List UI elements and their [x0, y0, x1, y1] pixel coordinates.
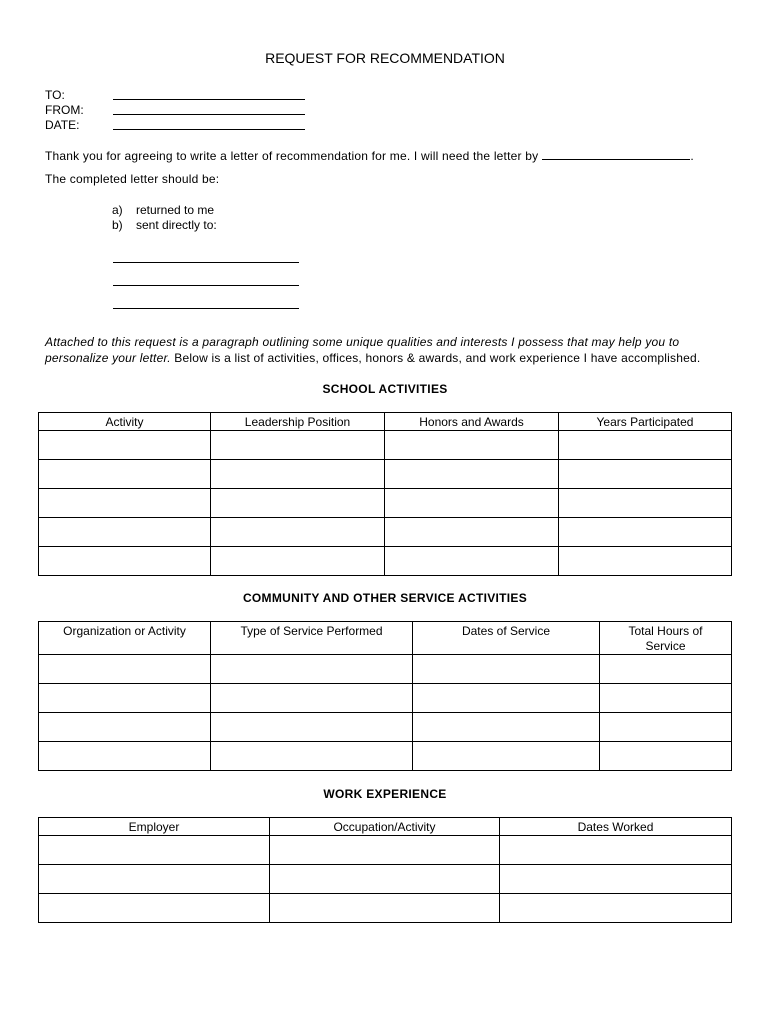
intro-text: Thank you for agreeing to write a letter of recommendation for me. I will need the letter by	[45, 149, 539, 163]
school-cell[interactable]	[211, 547, 385, 576]
community-body	[39, 655, 732, 771]
school-cell[interactable]	[211, 460, 385, 489]
to-blank-line[interactable]	[113, 99, 305, 100]
from-blank-line[interactable]	[113, 114, 305, 115]
option-a-text: returned to me	[136, 203, 215, 217]
school-cell[interactable]	[39, 518, 211, 547]
school-cell[interactable]	[39, 460, 211, 489]
community-header-row	[39, 622, 732, 655]
school-cell[interactable]	[559, 431, 732, 460]
attached-line-2	[45, 351, 700, 365]
deadline-blank-line[interactable]	[542, 158, 690, 160]
community-cell[interactable]	[413, 742, 600, 771]
work-cell[interactable]	[39, 836, 270, 865]
community-cell[interactable]	[413, 713, 600, 742]
page-title: REQUEST FOR RECOMMENDATION	[265, 50, 505, 66]
date-blank-line[interactable]	[113, 129, 305, 130]
school-cell[interactable]	[211, 431, 385, 460]
from-label: FROM:	[45, 103, 84, 117]
school-body	[39, 431, 732, 576]
community-row	[39, 655, 732, 684]
school-activities-title: SCHOOL ACTIVITIES	[322, 382, 448, 396]
work-cell[interactable]	[500, 865, 732, 894]
intro-period: .	[690, 149, 694, 163]
school-cell[interactable]	[39, 489, 211, 518]
community-activities-table	[38, 621, 732, 771]
intro-line-1	[45, 149, 694, 163]
community-activities-title: COMMUNITY AND OTHER SERVICE ACTIVITIES	[242, 591, 528, 605]
school-row	[39, 489, 732, 518]
intro-line-2: The completed letter should be:	[45, 172, 220, 186]
attached-italic-part: personalize your letter.	[45, 351, 171, 365]
community-cell[interactable]	[600, 655, 732, 684]
address-line-2[interactable]	[113, 285, 299, 286]
community-col-type: Type of Service Performed	[211, 622, 413, 655]
community-cell[interactable]	[211, 655, 413, 684]
work-cell[interactable]	[39, 865, 270, 894]
community-cell[interactable]	[211, 684, 413, 713]
community-cell[interactable]	[39, 713, 211, 742]
school-row	[39, 431, 732, 460]
work-cell[interactable]	[270, 836, 500, 865]
school-cell[interactable]	[385, 518, 559, 547]
work-experience-title: WORK EXPERIENCE	[323, 787, 447, 801]
school-cell[interactable]	[559, 518, 732, 547]
work-experience-table	[38, 817, 732, 923]
work-header-row	[39, 818, 732, 836]
school-col-honors: Honors and Awards	[385, 413, 559, 431]
community-cell[interactable]	[211, 742, 413, 771]
work-body	[39, 836, 732, 923]
work-col-employer: Employer	[39, 818, 270, 836]
to-label: TO:	[45, 88, 65, 102]
school-cell[interactable]	[211, 518, 385, 547]
school-cell[interactable]	[559, 460, 732, 489]
work-col-occupation: Occupation/Activity	[270, 818, 500, 836]
community-cell[interactable]	[211, 713, 413, 742]
work-cell[interactable]	[270, 894, 500, 923]
option-returned	[112, 203, 214, 217]
school-cell[interactable]	[385, 489, 559, 518]
school-cell[interactable]	[385, 547, 559, 576]
community-cell[interactable]	[600, 742, 732, 771]
address-line-3[interactable]	[113, 308, 299, 309]
community-cell[interactable]	[39, 742, 211, 771]
option-b-text: sent directly to:	[136, 218, 217, 232]
community-col-dates: Dates of Service	[413, 622, 600, 655]
school-row	[39, 547, 732, 576]
school-activities-table	[38, 412, 732, 576]
school-cell[interactable]	[385, 460, 559, 489]
community-row	[39, 713, 732, 742]
school-cell[interactable]	[39, 431, 211, 460]
community-col-hours: Total Hours of Service	[600, 622, 732, 655]
option-a-marker: a)	[112, 203, 123, 217]
date-label: DATE:	[45, 118, 80, 132]
school-cell[interactable]	[385, 431, 559, 460]
attached-rest-part: Below is a list of activities, offices, honors & awards, and work experience I have accomplished.	[170, 351, 701, 365]
community-col-organization: Organization or Activity	[39, 622, 211, 655]
option-sent	[112, 218, 217, 232]
community-cell[interactable]	[413, 684, 600, 713]
work-col-dates: Dates Worked	[500, 818, 732, 836]
work-row	[39, 836, 732, 865]
school-cell[interactable]	[39, 547, 211, 576]
address-line-1[interactable]	[113, 262, 299, 263]
community-cell[interactable]	[600, 684, 732, 713]
work-cell[interactable]	[270, 865, 500, 894]
school-row	[39, 518, 732, 547]
school-col-activity: Activity	[39, 413, 211, 431]
community-cell[interactable]	[413, 655, 600, 684]
school-col-leadership: Leadership Position	[211, 413, 385, 431]
school-header-row	[39, 413, 732, 431]
community-cell[interactable]	[600, 713, 732, 742]
community-row	[39, 684, 732, 713]
community-cell[interactable]	[39, 655, 211, 684]
work-cell[interactable]	[39, 894, 270, 923]
school-cell[interactable]	[211, 489, 385, 518]
attached-line-1: Attached to this request is a paragraph outlining some unique qualities and interests I possess that may help you to	[45, 335, 680, 349]
community-cell[interactable]	[39, 684, 211, 713]
option-b-marker: b)	[112, 218, 123, 232]
school-row	[39, 460, 732, 489]
work-cell[interactable]	[500, 836, 732, 865]
work-cell[interactable]	[500, 894, 732, 923]
community-row	[39, 742, 732, 771]
school-col-years: Years Participated	[559, 413, 732, 431]
school-cell[interactable]	[559, 547, 732, 576]
work-row	[39, 865, 732, 894]
work-row	[39, 894, 732, 923]
school-cell[interactable]	[559, 489, 732, 518]
